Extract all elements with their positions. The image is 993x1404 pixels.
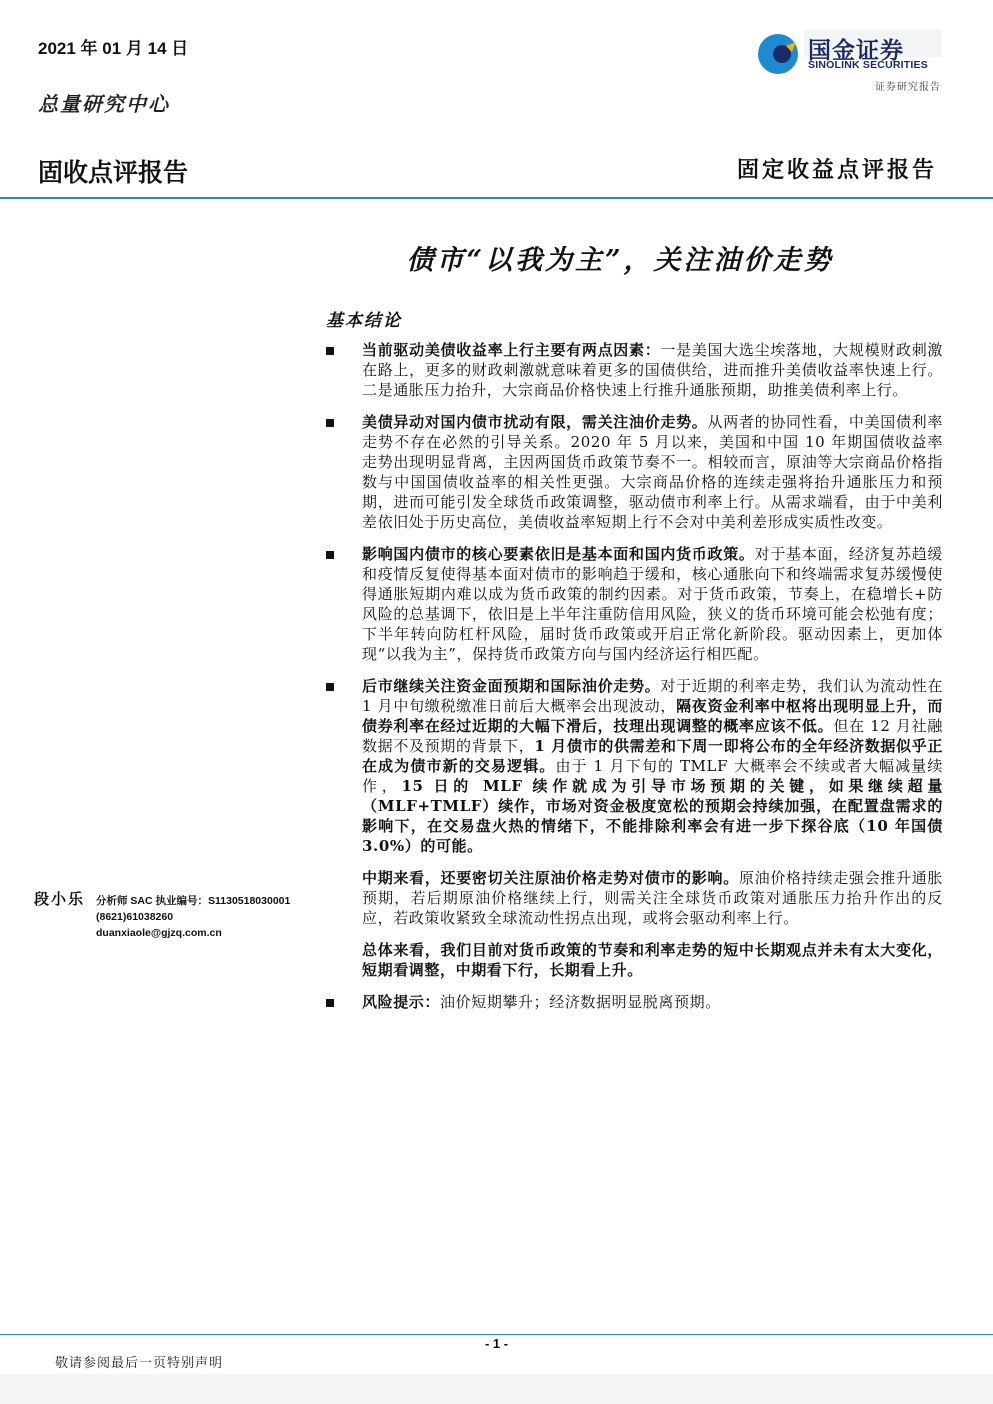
list-item — [326, 340, 943, 400]
bullet-text: 油价短期攀升；经济数据明显脱离预期。 — [440, 993, 721, 1011]
report-date: 2021 年 01 月 14 日 — [38, 39, 189, 58]
bullet-lead: 影响国内债市的核心要素依旧是基本面和国内货币政策。 — [362, 545, 755, 563]
list-item — [326, 676, 943, 856]
bullet-text: 一是美国大选尘埃落地，大规模财政刺激在路上，更多的财政刺激就意味着更多的国债供给，进而推升美债收益率快速上行。二是通胀压力抬升，大宗商品价格快速上行推升通胀预期，助推美债利率上行。 — [362, 341, 943, 399]
list-item — [326, 544, 943, 664]
bullet-square-icon — [326, 551, 334, 559]
list-item — [326, 992, 943, 1012]
bullet-text: 对于基本面，经济复苏趋缓和疫情反复使得基本面对债市的影响趋于缓和，核心通胀向下和终端需求复苏缓慢使得通胀短期内难以成为货币政策的制约因素。对于货币政策，节奏上，在稳增长+防风险的总基调下，依旧是上半年注重防信用风险，狭义的货币环境可能会松弛有度；下半年转向防杠杆风险，届时货币政策或开启正常化新阶段。驱动因素上，更加体现“以我为主”，保持货币政策方向与国内经济运行相匹配。 — [362, 545, 943, 663]
bullet-bold-text: 隔夜资金利率中枢将出现明显上升，而债券利率在经过近期的大幅下滑后，技理出现调整的概率应该不低。 — [362, 697, 944, 735]
logo-cn-text: 国金证券 — [808, 37, 904, 63]
paragraph-text: 原油价格持续走强会推升通胀预期，若后期原油价格继续上行，则需关注全球货币政策对通胀压力抬升作出的反应，若政策收紧致全球流动性拐点出现，或将会驱动利率上行。 — [362, 869, 943, 927]
report-title: 债市“以我为主”，关注油价走势 — [406, 245, 834, 276]
page-number: - 1 - — [484, 1336, 509, 1351]
conclusions-list — [326, 340, 943, 1024]
paragraph-lead: 中期来看，还要密切关注原油价格走势对债市的影响。 — [362, 869, 739, 887]
bullet-lead: 美债异动对国内债市扰动有限，需关注油价走势。 — [362, 413, 708, 431]
bullet-square-icon — [326, 683, 334, 691]
bullet-text: 从两者的协同性看，中美国债利率走势不存在必然的引导关系。2020 年 5 月以来，美国和中国 10 年期国债收益率走势出现明显背离，主因两国货币政策节奏不一。相较而言，原油等大宗商品价格指数与中国国债收益率的相关性更强。大宗商品价格的连续走强将抬升通胀压力和预期，进而可能引发全球货币政策调整，驱动债市利率上行。从需求端看，由于中美利差依旧处于历史高位，美债收益率短期上行不会对中美利差形成实质性改变。 — [362, 413, 943, 531]
analyst-email[interactable]: duanxiaole@gjzq.com.cn — [96, 927, 222, 939]
logo-subtitle: 证券研究报告 — [875, 82, 941, 93]
bullet-bold-text: 1 月债市的供需差和下周一即将公布的全年经济数据似乎正在成为债市新的交易逻辑。 — [362, 737, 943, 775]
logo-en-text: SINOLINK SECURITIES — [808, 59, 928, 71]
analyst-phone: (8621)61038260 — [96, 911, 174, 923]
analyst-name: 段小乐 — [34, 890, 86, 908]
bullet-square-icon — [326, 347, 334, 355]
analyst-cert: 分析师 SAC 执业编号：S1130518030001 — [96, 895, 291, 907]
bullet-square-icon — [326, 999, 334, 1007]
paragraph — [326, 940, 943, 980]
report-type-right: 固定收益点评报告 — [736, 157, 937, 183]
header-divider — [0, 197, 993, 199]
bullet-lead: 当前驱动美债收益率上行主要有两点因素： — [362, 341, 661, 359]
paragraph-lead: 总体来看，我们目前对货币政策的节奏和利率走势的短中长期观点并未有太大变化，短期看调整，中期看下行，长期看上升。 — [362, 941, 943, 979]
bullet-lead: 后市继续关注资金面预期和国际油价走势。 — [362, 677, 661, 695]
bullet-bold-text: 15 日的 MLF 续作就成为引导市场预期的关键，如果继续超量（MLF+TMLF）续作，市场对资金极度宽松的预期会持续加强，在配置盘需求的影响下，在交易盘火热的情绪下，不能排除利率会有进一步下探谷底（10 年国债 3.0%）的可能。 — [362, 777, 944, 855]
research-center: 总量研究中心 — [38, 92, 170, 116]
company-logo — [756, 30, 946, 78]
bullet-text: 对于近期的利率走势，我们认为流动性在 1 月中旬缴税缴准日前后大概率会出现波动， — [362, 677, 943, 715]
bullet-lead: 风险提示： — [362, 993, 441, 1011]
analyst-info — [96, 893, 290, 941]
footer-disclaimer: 敬请参阅最后一页特别声明 — [55, 1356, 224, 1371]
paragraph — [326, 868, 943, 928]
footer-band — [0, 1374, 993, 1404]
logo-emblem-icon — [756, 32, 800, 76]
list-item — [326, 412, 943, 532]
bullet-text: 由于 1 月下旬的 TMLF 大概率会不续或者大幅减量续作， — [362, 757, 944, 795]
footer-divider — [0, 1334, 993, 1335]
report-type: 固收点评报告 — [38, 159, 189, 187]
bullet-square-icon — [326, 419, 334, 427]
section-title: 基本结论 — [326, 311, 402, 331]
bullet-text: 但在 12 月社融数据不及预期的背景下， — [362, 717, 943, 755]
